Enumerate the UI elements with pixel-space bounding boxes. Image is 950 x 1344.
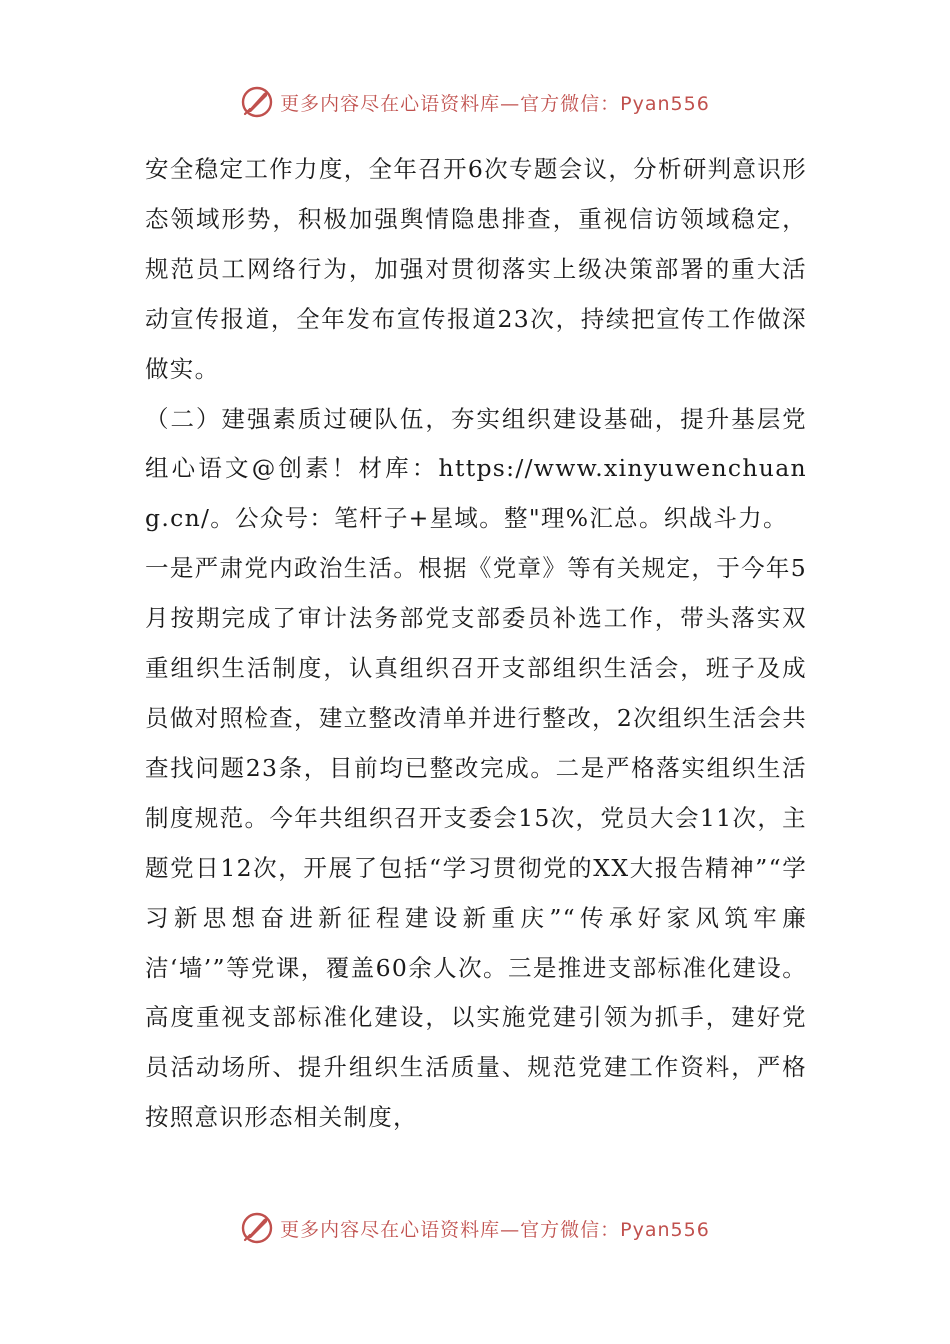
footer-wechat-id: Pyan556 (620, 1218, 710, 1241)
paragraph-party-life: 一是严肃党内政治生活。根据《党章》等有关规定，于今年5月按期完成了审计法务部党支部委员补选工作，带头落实双重组织生活制度，认真组织召开支部组织生活会，班子及成员做对照检查，建立整改清单并进行整改，2次组织生活会共查找问题23条，目前均已整改完成。二是严格落实组织生活制度规范。今年共组织召开支委会15次，党员大会11次，主题党日12次，开展了包括“学习贯彻党的XX大报告精神”“学习新思想奋进新征程建设新重庆”“传承好家风筑牢廉洁‘墙’”等党课，覆盖60余人次。三是推进支部标准化建设。高度重视支部标准化建设，以实施党建引领为抓手，建好党员活动场所、提升组织生活质量、规范党建工作资料，严格按照意识形态相关制度， (145, 554, 807, 1132)
paragraph-propaganda-work: 安全稳定工作力度，全年召开6次专题会议，分析研判意识形态领域形势，积极加强舆情隐患排查，重视信访领域稳定，规范员工网络行为，加强对贯彻落实上级决策部署的重大活动宣传报道，全年发布宣传报道23次，持续把宣传工作做深做实。 (145, 155, 807, 383)
header-watermark-banner (0, 82, 950, 122)
document-body (145, 145, 807, 1143)
footer-watermark-banner (0, 1208, 950, 1248)
footer-banner-text (280, 1215, 710, 1242)
header-banner-text (280, 89, 710, 116)
header-banner-label: 更多内容尽在心语资料库—官方微信： (280, 92, 621, 115)
quill-pen-logo-icon (240, 1211, 274, 1245)
header-wechat-id: Pyan556 (620, 92, 710, 115)
footer-banner-label: 更多内容尽在心语资料库—官方微信： (280, 1218, 621, 1241)
quill-pen-logo-icon (240, 85, 274, 119)
paragraph-section-heading-two: （二）建强素质过硬队伍，夯实组织建设基础，提升基层党组心语文@创素！材库：https://www.xinyuwenchuang.cn/。公众号：笔杆子+星域。整"理%汇总。织战斗力。 (145, 404, 807, 533)
